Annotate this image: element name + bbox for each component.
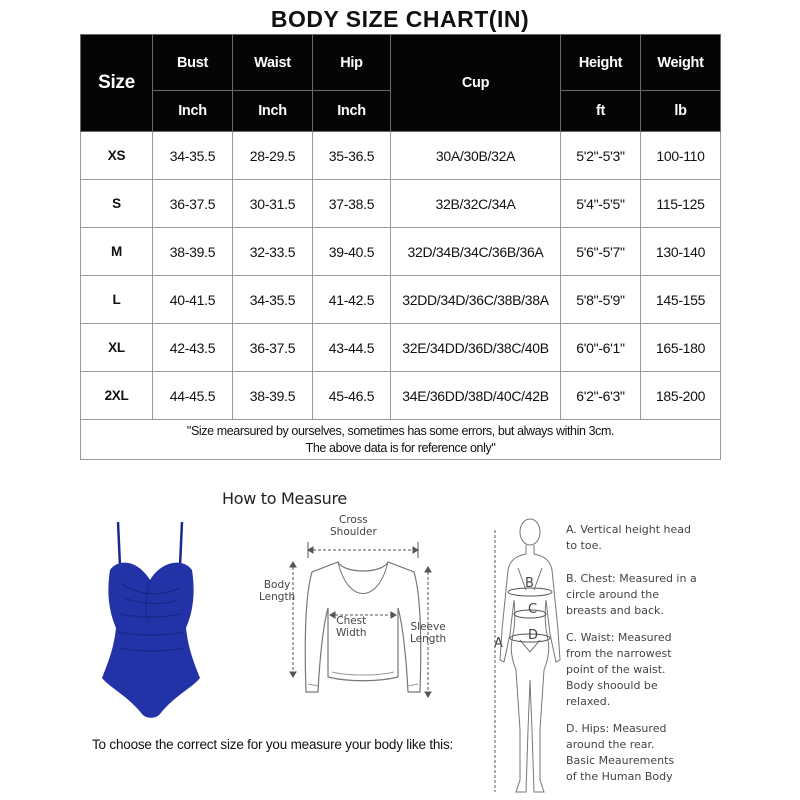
cup-cell: 32B/32C/34A [391,180,561,228]
measurement-steps [566,522,796,796]
marker-a: A [494,636,503,651]
step-d: D. Hips: Measured around the rear. Basic Meaurements of the Human Body [566,722,675,783]
table-note-row [81,420,721,460]
weight-cell: 185-200 [641,372,721,420]
cup-cell: 34E/36DD/38D/40C/42B [391,372,561,420]
table-header-row [81,35,721,91]
cross-shoulder-label: Cross Shoulder [330,514,377,538]
size-chart-table [80,34,721,460]
table-row [81,132,721,180]
weight-cell: 165-180 [641,324,721,372]
body-figure-diagram [490,510,570,800]
size-cell: XS [81,132,153,180]
bust-cell: 38-39.5 [153,228,233,276]
marker-d: D [528,628,539,643]
header-waist: Waist [233,35,313,91]
height-cell: 5'6"-5'7" [561,228,641,276]
unit-hip: Inch [313,91,391,132]
table-row [81,276,721,324]
height-cell: 5'8"-5'9" [561,276,641,324]
height-cell: 5'4"-5'5" [561,180,641,228]
chest-width-label: Chest Width [336,615,367,639]
header-weight: Weight [641,35,721,91]
hip-cell: 35-36.5 [313,132,391,180]
bust-cell: 36-37.5 [153,180,233,228]
height-cell: 6'0"-6'1" [561,324,641,372]
weight-cell: 115-125 [641,180,721,228]
header-hip: Hip [313,35,391,91]
step-b: B. Chest: Measured in a circle around the breasts and back. [566,572,697,617]
how-to-measure-heading: How to Measure [222,489,347,508]
step-c: C. Waist: Measured from the narrowest point of the waist. Body shoould be relaxed. [566,631,672,708]
note-line-2: The above data is for reference only" [305,440,496,455]
waist-cell: 38-39.5 [233,372,313,420]
hip-cell: 41-42.5 [313,276,391,324]
unit-bust: Inch [153,91,233,132]
weight-cell: 100-110 [641,132,721,180]
garment-measure-diagram [248,512,458,707]
cup-cell: 32E/34DD/36D/38C/40B [391,324,561,372]
marker-c: C [528,602,538,617]
unit-height: ft [561,91,641,132]
height-cell: 6'2"-6'3" [561,372,641,420]
header-size: Size [81,35,153,132]
step-a: A. Vertical height head to toe. [566,523,692,552]
waist-cell: 34-35.5 [233,276,313,324]
header-height: Height [561,35,641,91]
choose-size-instruction: To choose the correct size for you measure your body like this: [92,737,454,752]
header-cup: Cup [391,35,561,132]
cup-cell: 32D/34B/34C/36B/36A [391,228,561,276]
header-bust: Bust [153,35,233,91]
hip-cell: 45-46.5 [313,372,391,420]
table-note [81,420,721,460]
bust-cell: 34-35.5 [153,132,233,180]
weight-cell: 145-155 [641,276,721,324]
unit-weight: lb [641,91,721,132]
waist-cell: 30-31.5 [233,180,313,228]
marker-b: B [525,576,534,591]
table-row [81,180,721,228]
waist-cell: 28-29.5 [233,132,313,180]
size-cell: S [81,180,153,228]
body-length-label: Body Length [259,579,296,603]
cup-cell: 30A/30B/32A [391,132,561,180]
bust-cell: 42-43.5 [153,324,233,372]
hip-cell: 39-40.5 [313,228,391,276]
bust-cell: 40-41.5 [153,276,233,324]
weight-cell: 130-140 [641,228,721,276]
table-row [81,228,721,276]
size-cell: L [81,276,153,324]
bust-cell: 44-45.5 [153,372,233,420]
swimsuit-image [96,518,206,723]
height-cell: 5'2"-5'3" [561,132,641,180]
hip-cell: 37-38.5 [313,180,391,228]
size-cell: 2XL [81,372,153,420]
page-title: BODY SIZE CHART(IN) [270,6,530,32]
hip-cell: 43-44.5 [313,324,391,372]
sleeve-length-label: Sleeve Length [410,621,447,645]
cup-cell: 32DD/34D/36C/38B/38A [391,276,561,324]
waist-cell: 32-33.5 [233,228,313,276]
waist-cell: 36-37.5 [233,324,313,372]
note-line-1: "Size mearsured by ourselves, sometimes has some errors, but always within 3cm. [186,423,615,438]
size-cell: XL [81,324,153,372]
table-row [81,324,721,372]
table-row [81,372,721,420]
size-cell: M [81,228,153,276]
unit-waist: Inch [233,91,313,132]
